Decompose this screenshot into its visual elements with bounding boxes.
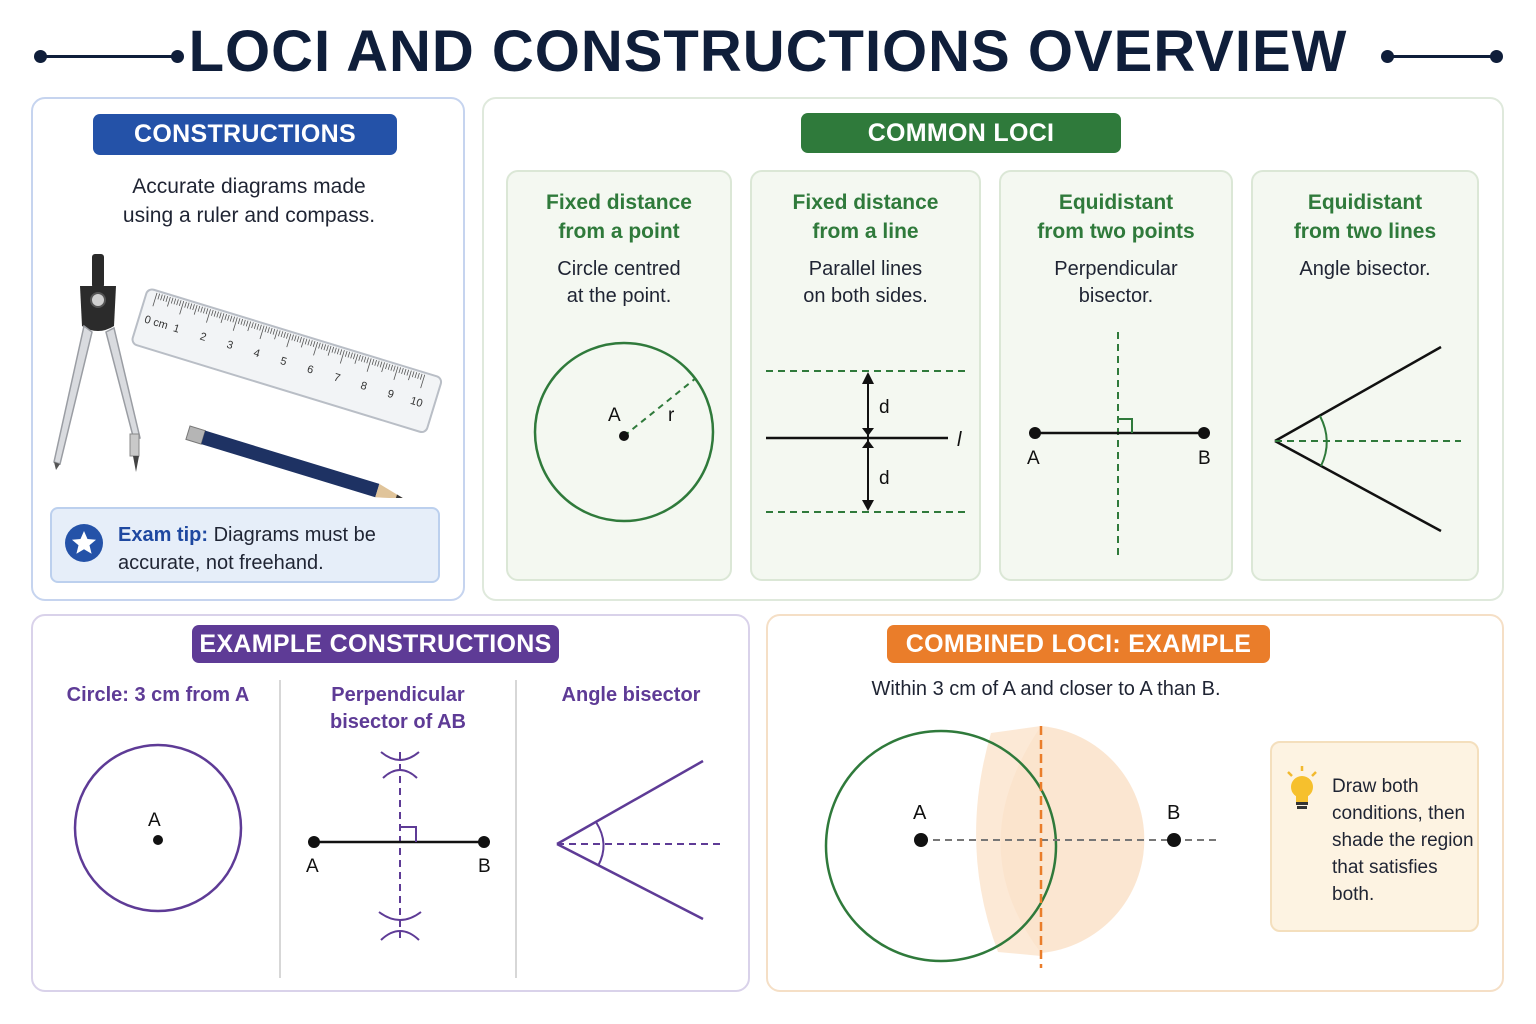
point-b — [1198, 427, 1210, 439]
title-row — [0, 10, 1536, 88]
note-box — [1270, 741, 1479, 932]
locus-card-title-line-1: Fixed distance — [546, 191, 692, 214]
ruler-label-3: 3 — [225, 338, 235, 353]
combined-point-b — [1167, 833, 1181, 847]
locus-card-desc-line-2: bisector. — [1078, 285, 1154, 307]
ruler-label-4: 4 — [251, 346, 262, 361]
note-text: Draw both conditions, then shade the region that satisfies both. — [1332, 776, 1474, 905]
locus-card-desc-line-2: at the point. — [566, 285, 672, 307]
centre-point — [619, 431, 629, 441]
point-label: A — [608, 405, 621, 426]
lightbulb-icon — [1284, 765, 1320, 813]
example-title-line-2: bisector of AB — [330, 711, 466, 733]
example-point-a — [308, 836, 320, 848]
star-icon — [64, 523, 104, 563]
constructions-description — [60, 172, 438, 230]
example-point-b-label: B — [478, 856, 491, 877]
ruler-label-10: 10 — [408, 394, 424, 410]
locus-card-title-line-2: from a line — [812, 220, 919, 243]
locus-card-two-points — [999, 170, 1233, 581]
locus-card-title-line-1: Equidistant — [1058, 191, 1174, 214]
combined-description: Within 3 cm of A and closer to A than B. — [871, 678, 1221, 700]
example-title-line-1: Perpendicular — [331, 684, 465, 706]
locus-card-desc-line-2: on both sides. — [803, 285, 928, 307]
example-constructions-diagrams — [33, 616, 748, 990]
angle-arm-upper — [1275, 347, 1441, 441]
locus-card-desc-line-1: Angle bisector. — [1299, 258, 1431, 280]
exam-tip-text — [118, 521, 428, 577]
locus-card-desc-line-1: Circle centred — [557, 258, 681, 280]
constructions-heading: CONSTRUCTIONS — [93, 114, 397, 155]
ruler-label-0: 0 cm — [142, 313, 170, 333]
radius-line — [624, 378, 696, 436]
locus-card-line — [750, 170, 981, 581]
exam-tip-label: Exam tip: — [118, 524, 209, 546]
combined-point-b-label: B — [1167, 802, 1181, 824]
ruler-label-5: 5 — [278, 355, 289, 369]
combined-point-a — [914, 833, 928, 847]
example-point-a-label: A — [306, 856, 319, 877]
angle-arm-lower — [1275, 441, 1441, 531]
ruler-label-8: 8 — [359, 379, 369, 394]
locus-card-desc-line-1: Perpendicular — [1054, 258, 1178, 280]
example-title: Angle bisector — [561, 684, 701, 706]
locus-card-title-line-2: from two points — [1037, 220, 1195, 243]
point-a — [1029, 427, 1041, 439]
point-b-label: B — [1198, 448, 1211, 469]
example-centre-point — [153, 835, 163, 845]
locus-card-point — [506, 170, 732, 581]
locus-card-title-line-1: Fixed distance — [792, 191, 939, 214]
exam-tip-box — [50, 507, 440, 583]
locus-card-two-lines — [1251, 170, 1479, 581]
example-point-b — [478, 836, 490, 848]
ruler-label-6: 6 — [305, 363, 315, 377]
combined-loci-diagram — [768, 616, 1268, 990]
angle-bisector-diagram — [1253, 172, 1481, 583]
example-title: Circle: 3 cm from A — [66, 684, 250, 706]
radius-label: r — [668, 405, 675, 426]
line-label: l — [957, 429, 962, 451]
ruler-label-1: 1 — [171, 322, 181, 336]
point-a-label: A — [1027, 448, 1040, 469]
ruler-label-2: 2 — [198, 330, 208, 344]
compass-icon — [54, 254, 140, 472]
tools-illustration — [40, 248, 460, 498]
common-loci-heading: COMMON LOCI — [801, 113, 1121, 153]
distance-label-bottom: d — [879, 468, 890, 489]
constructions-line-1: Accurate diagrams made — [132, 175, 366, 198]
locus-card-desc-line-1: Parallel lines — [808, 258, 923, 280]
circle-locus-diagram — [508, 172, 734, 583]
combined-loci-heading: COMBINED LOCI: EXAMPLE — [887, 625, 1270, 663]
combined-point-a-label: A — [913, 802, 927, 824]
locus-card-title-line-2: from two lines — [1293, 220, 1437, 243]
page-title: LOCI AND CONSTRUCTIONS OVERVIEW — [188, 19, 1348, 84]
example-angle-arm-lower — [557, 844, 703, 919]
example-right-angle — [400, 827, 416, 842]
ruler-icon — [131, 288, 442, 434]
title-dot-right-outer — [1490, 50, 1503, 63]
exam-tip-body: Diagrams must be accurate, not freehand. — [118, 524, 376, 574]
title-rule-right — [1386, 55, 1496, 58]
ruler-label-7: 7 — [332, 371, 342, 385]
ruler-label-9: 9 — [385, 387, 396, 402]
locus-card-title-line-1: Equidistant — [1307, 191, 1423, 214]
example-constructions-heading: EXAMPLE CONSTRUCTIONS — [192, 625, 559, 663]
parallel-lines-diagram — [752, 172, 983, 583]
example-angle-arm-upper — [557, 761, 703, 844]
distance-label-top: d — [879, 397, 890, 418]
right-angle-mark — [1118, 419, 1132, 433]
locus-card-title-line-2: from a point — [558, 220, 680, 243]
perpendicular-bisector-diagram — [1001, 172, 1235, 583]
constructions-line-2: using a ruler and compass. — [122, 204, 376, 227]
example-point-label: A — [148, 810, 161, 831]
pencil-icon — [186, 426, 406, 498]
